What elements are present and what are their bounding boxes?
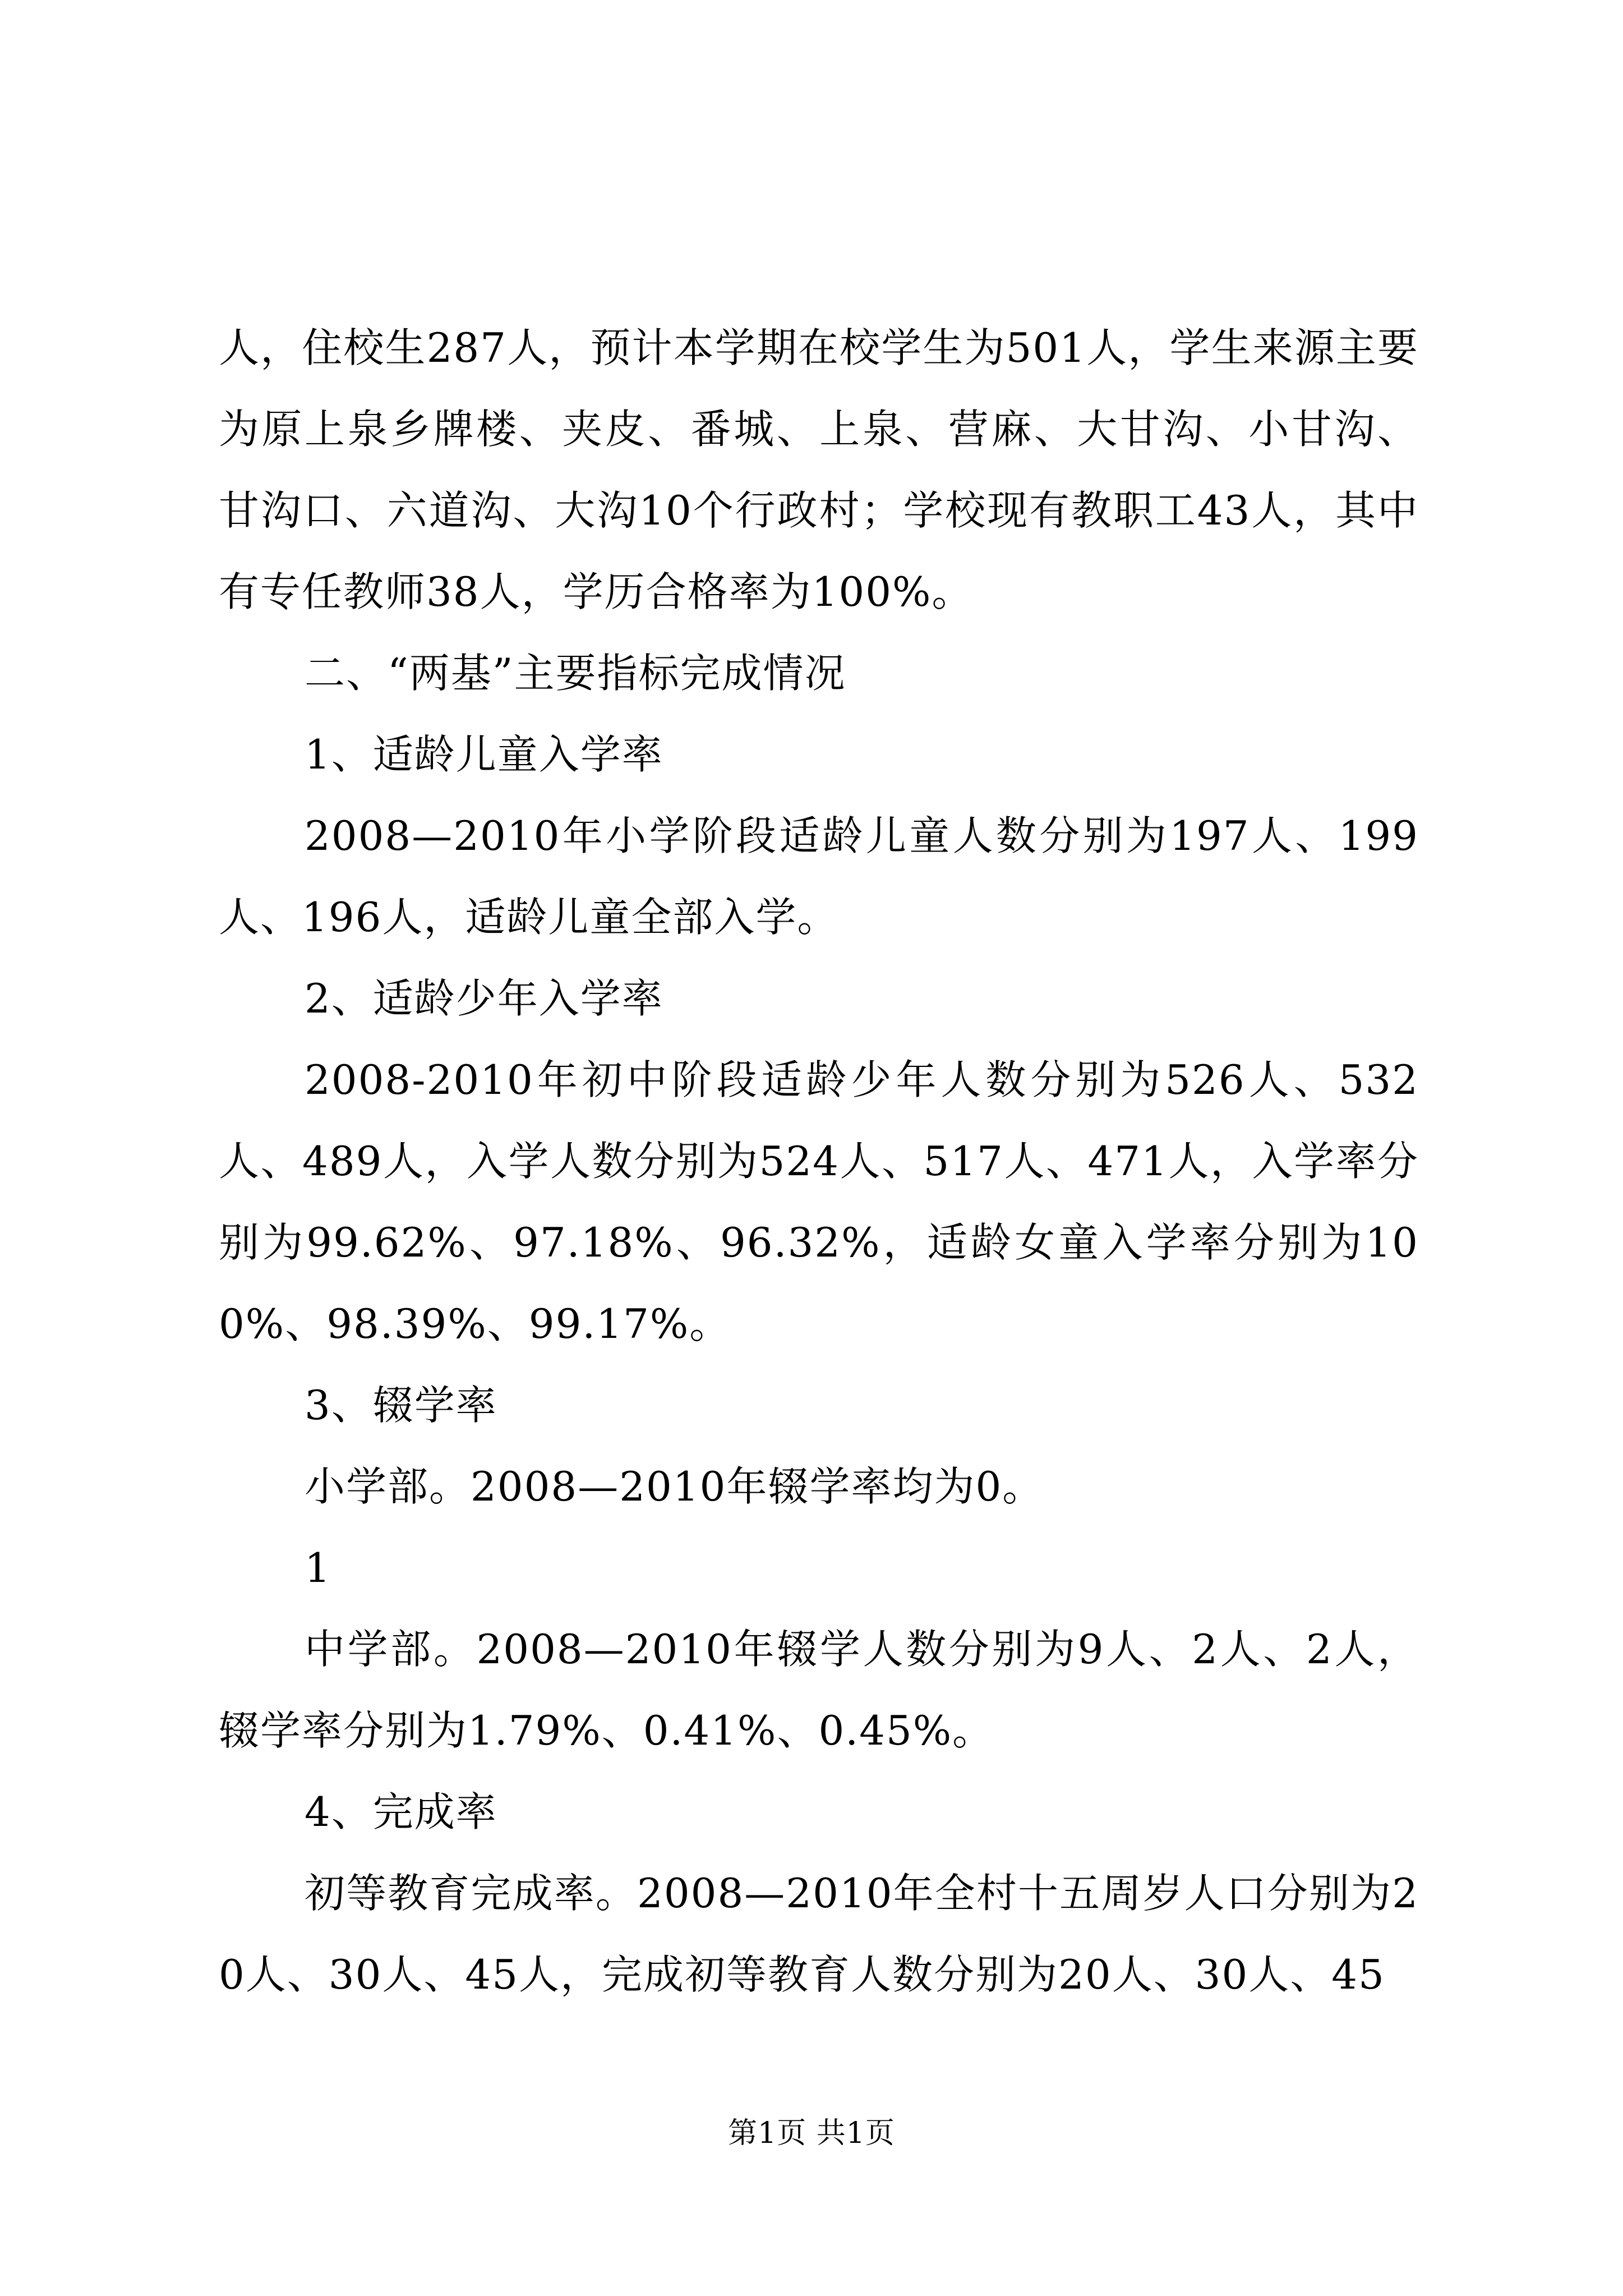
subheading-teen-enrollment: 2、适龄少年入学率: [305, 975, 663, 1022]
paragraph-teen-enrollment: 2008-2010年初中阶段适龄少年人数分别为526人、532人、489人，入学人数分别为524人、517人、471人，入学率分别为99.62%、97.18%、96.32%，适龄女童入学率分别为100%、98.39%、99.17%。: [219, 1056, 1419, 1347]
subheading-child-enrollment: 1、适龄儿童入学率: [305, 731, 663, 778]
paragraph-middle-dropout: 中学部。2008—2010年辍学人数分别为9人、2人、2人，辍学率分别为1.79%、0.41%、0.45%。: [219, 1626, 1419, 1754]
paragraph-child-enrollment: 2008—2010年小学阶段适龄儿童人数分别为197人、199人、196人，适龄儿童全部入学。: [219, 812, 1419, 941]
subheading-completion-rate: 4、完成率: [305, 1788, 497, 1835]
paragraph-1: 人，住校生287人，预计本学期在校学生为501人，学生来源主要为原上泉乡牌楼、夹皮、番城、上泉、营麻、大甘沟、小甘沟、甘沟口、六道沟、大沟10个行政村；学校现有教职工43人，其中有专任教师38人，学历合格率为100%。: [219, 324, 1419, 615]
document-body: [219, 307, 1419, 2016]
subheading-dropout-rate: 3、辍学率: [305, 1382, 497, 1429]
page-footer: 第1页 共1页: [728, 2116, 895, 2150]
section-heading-two-basics: 二、“两基”主要指标完成情况: [305, 650, 846, 697]
paragraph-completion-rate: 初等教育完成率。2008—2010年全村十五周岁人口分别为20人、30人、45人，完成初等教育人数分别为20人、30人、45: [219, 1870, 1419, 1998]
paragraph-primary-dropout: 小学部。2008—2010年辍学率均为0。: [305, 1463, 1044, 1510]
inline-page-number: 1: [305, 1544, 331, 1591]
